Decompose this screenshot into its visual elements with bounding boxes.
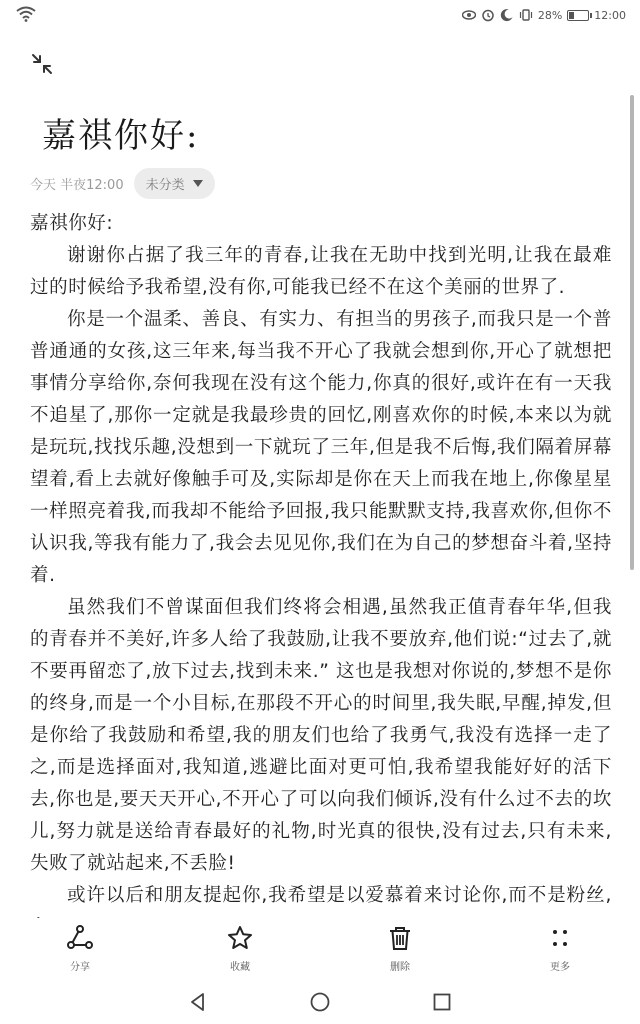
category-label: 未分类 (145, 178, 185, 193)
bottom-toolbar (0, 918, 640, 978)
note-paragraph: 谢谢你占据了我三年的青春,让我在无助中找到光明,让我在最难过的时候给予我希望,没有你,可能我已经不在这个美丽的世界了. (30, 245, 612, 298)
back-icon[interactable] (187, 991, 209, 1013)
note-body[interactable] (30, 208, 612, 944)
status-bar (0, 0, 640, 30)
favorite-button[interactable] (160, 918, 320, 978)
moon-icon (500, 8, 514, 22)
home-icon[interactable] (309, 991, 331, 1013)
scrollbar[interactable] (630, 95, 634, 570)
share-button[interactable] (0, 918, 160, 978)
note-paragraph: 或许以后和朋友提起你,我希望是以爱慕着来讨论你,而不是粉丝, (67, 885, 612, 906)
note-paragraph: 嘉祺你好: (30, 213, 114, 234)
vibrate-icon (519, 8, 533, 22)
favorite-label: 收藏 (230, 962, 250, 973)
category-dropdown[interactable] (134, 168, 215, 199)
wifi-icon (16, 6, 36, 22)
delete-button[interactable] (320, 918, 480, 978)
status-time: 12:00 (594, 8, 626, 22)
eye-icon (462, 8, 476, 22)
recents-icon[interactable] (431, 991, 453, 1013)
more-button[interactable] (480, 918, 640, 978)
note-paragraph: 你是一个温柔、善良、有实力、有担当的男孩子,而我只是一个普普通通的女孩,这三年来,每当我不开心了我就会想到你,开心了就想把事情分享给你,奈何我现在没有这个能力,你真的很好,或许在有一天我不追星了,那你一定就是我最珍贵的回忆,刚喜欢你的时候,本来以为就是玩玩,找找乐趣,没想到一下就玩了三年,但是我不后悔,我们隔着屏幕望着,看上去就好像触手可及,实际却是你在天上而我在地上,你像星星一样照亮着我,而我却不能给予回报,我只能默默支持,我喜欢你,但你不认识我,等我有能力了,我会去见见你,我们在为自己的梦想奋斗着,坚持着. (30, 309, 612, 586)
battery-icon (567, 10, 589, 21)
collapse-icon[interactable] (30, 52, 54, 76)
note-title[interactable]: 嘉祺你好: (42, 116, 200, 156)
more-label: 更多 (550, 962, 570, 973)
system-nav-bar (0, 980, 640, 1024)
note-paragraph: 虽然我们不曾谋面但我们终将会相遇,虽然我正值青春年华,但我的青春并不美好,许多人给了我鼓励,让我不要放弃,他们说:“过去了,就不要再留恋了,放下过去,找到未来.” 这也是我想对你说的,梦想不是你的终身,而是一个小目标,在那段不开心的时间里,我失眠,早醒,掉发,但是你给了我鼓励和希望,我的朋友们也给了我勇气,我没有选择一走了之,而是选择面对,我知道,逃避比面对更可怕,我希望我能好好的活下去,你也是,要天天开心,不开心了可以向我们倾诉,没有什么过不去的坎儿,努力就是送给青春最好的礼物,时光真的很快,没有过去,只有未来,失败了就站起来,不丢脸! (30, 597, 612, 874)
alarm-icon (481, 8, 495, 22)
share-label: 分享 (70, 962, 90, 973)
battery-percent: 28% (537, 8, 563, 22)
trash-icon (386, 924, 414, 952)
more-icon (546, 924, 574, 952)
note-meta (30, 168, 215, 199)
caret-down-icon (193, 180, 203, 187)
note-date: 今天 半夜12:00 (30, 178, 124, 193)
share-icon (66, 924, 94, 952)
star-icon (226, 924, 254, 952)
delete-label: 删除 (390, 962, 410, 973)
